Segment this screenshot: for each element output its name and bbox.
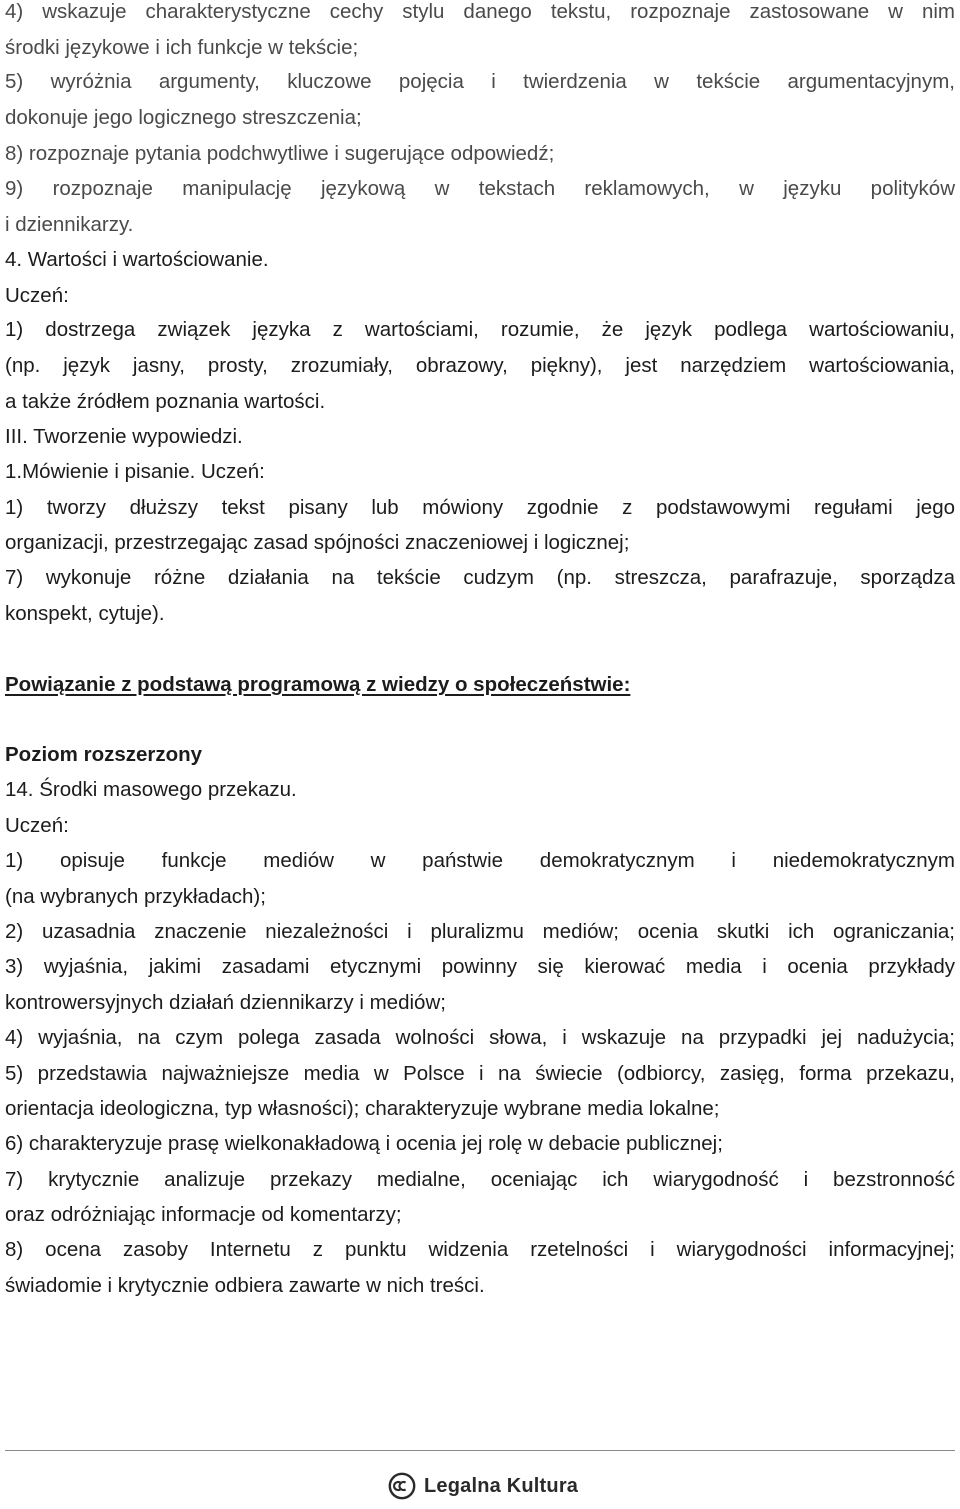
text-line: 4) wyjaśnia, na czym polega zasada wolności słowa, i wskazuje na przypadki jej nadużycia;: [5, 1026, 955, 1049]
text-line: 8) ocena zasoby Internetu z punktu widzenia rzetelności i wiarygodności informacyjnej;: [5, 1238, 955, 1261]
text-line: 9) rozpoznaje manipulację językową w tekstach reklamowych, w języku polityków: [5, 177, 955, 200]
text-line: 5) przedstawia najważniejsze media w Polsce i na świecie (odbiorcy, zasięg, forma przekazu,: [5, 1062, 955, 1085]
text-line: środki językowe i ich funkcje w tekście;: [5, 36, 359, 59]
text-line: Uczeń:: [5, 814, 69, 837]
text-line: Uczeń:: [5, 284, 69, 307]
footer-brand: Legalna Kultura: [424, 1474, 579, 1497]
text-line: 1) opisuje funkcje mediów w państwie demokratycznym i niedemokratycznym: [5, 849, 955, 872]
text-line: 4) wskazuje charakterystyczne cechy stylu danego tekstu, rozpoznaje zastosowane w nim: [5, 0, 955, 23]
text-line: kontrowersyjnych działań dziennikarzy i mediów;: [5, 991, 446, 1014]
section-heading: 4. Wartości i wartościowanie.: [5, 248, 269, 271]
text-line: 6) charakteryzuje prasę wielkonakładową i ocenia jej rolę w debacie publicznej;: [5, 1132, 723, 1155]
text-line: 2) uzasadnia znaczenie niezależności i pluralizmu mediów; ocenia skutki ich ograniczania;: [5, 920, 955, 943]
text-line: 8) rozpoznaje pytania podchwytliwe i sugerujące odpowiedź;: [5, 142, 555, 165]
footer-divider: [5, 1450, 955, 1451]
text-line: 1) tworzy dłuższy tekst pisany lub mówiony zgodnie z podstawowymi regułami jego: [5, 496, 955, 519]
section-heading: 14. Środki masowego przekazu.: [5, 778, 297, 801]
text-line: 3) wyjaśnia, jakimi zasadami etycznymi powinny się kierować media i ocenia przykłady: [5, 955, 955, 978]
text-line: konspekt, cytuje).: [5, 602, 165, 625]
text-line: organizacji, przestrzegając zasad spójności znaczeniowej i logicznej;: [5, 531, 630, 554]
text-line: (na wybranych przykładach);: [5, 885, 266, 908]
text-line: 1.Mówienie i pisanie. Uczeń:: [5, 460, 265, 483]
section-heading: III. Tworzenie wypowiedzi.: [5, 425, 243, 448]
text-line: 7) wykonuje różne działania na tekście cudzym (np. streszcza, parafrazuje, sporządza: [5, 566, 955, 589]
creative-commons-icon: [388, 1472, 416, 1500]
text-line: oraz odróżniając informacje od komentarzy;: [5, 1203, 402, 1226]
footer-logo: [388, 1469, 578, 1503]
text-line: i dziennikarzy.: [5, 213, 134, 236]
section-title: Powiązanie z podstawą programową z wiedzy o społeczeństwie:: [5, 673, 631, 696]
text-line: (np. język jasny, prosty, zrozumiały, obrazowy, piękny), jest narzędziem wartościowania,: [5, 354, 955, 377]
text-line: dokonuje jego logicznego streszczenia;: [5, 106, 362, 129]
text-line: 5) wyróżnia argumenty, kluczowe pojęcia i twierdzenia w tekście argumentacyjnym,: [5, 70, 955, 93]
text-line: 1) dostrzega związek języka z wartościami, rozumie, że język podlega wartościowaniu,: [5, 318, 955, 341]
subsection-title: Poziom rozszerzony: [5, 743, 203, 766]
text-line: 7) krytycznie analizuje przekazy medialne, oceniając ich wiarygodność i bezstronność: [5, 1168, 955, 1191]
text-line: a także źródłem poznania wartości.: [5, 390, 326, 413]
text-line: świadomie i krytycznie odbiera zawarte w nich treści.: [5, 1274, 485, 1297]
text-line: orientacja ideologiczna, typ własności); charakteryzuje wybrane media lokalne;: [5, 1097, 720, 1120]
